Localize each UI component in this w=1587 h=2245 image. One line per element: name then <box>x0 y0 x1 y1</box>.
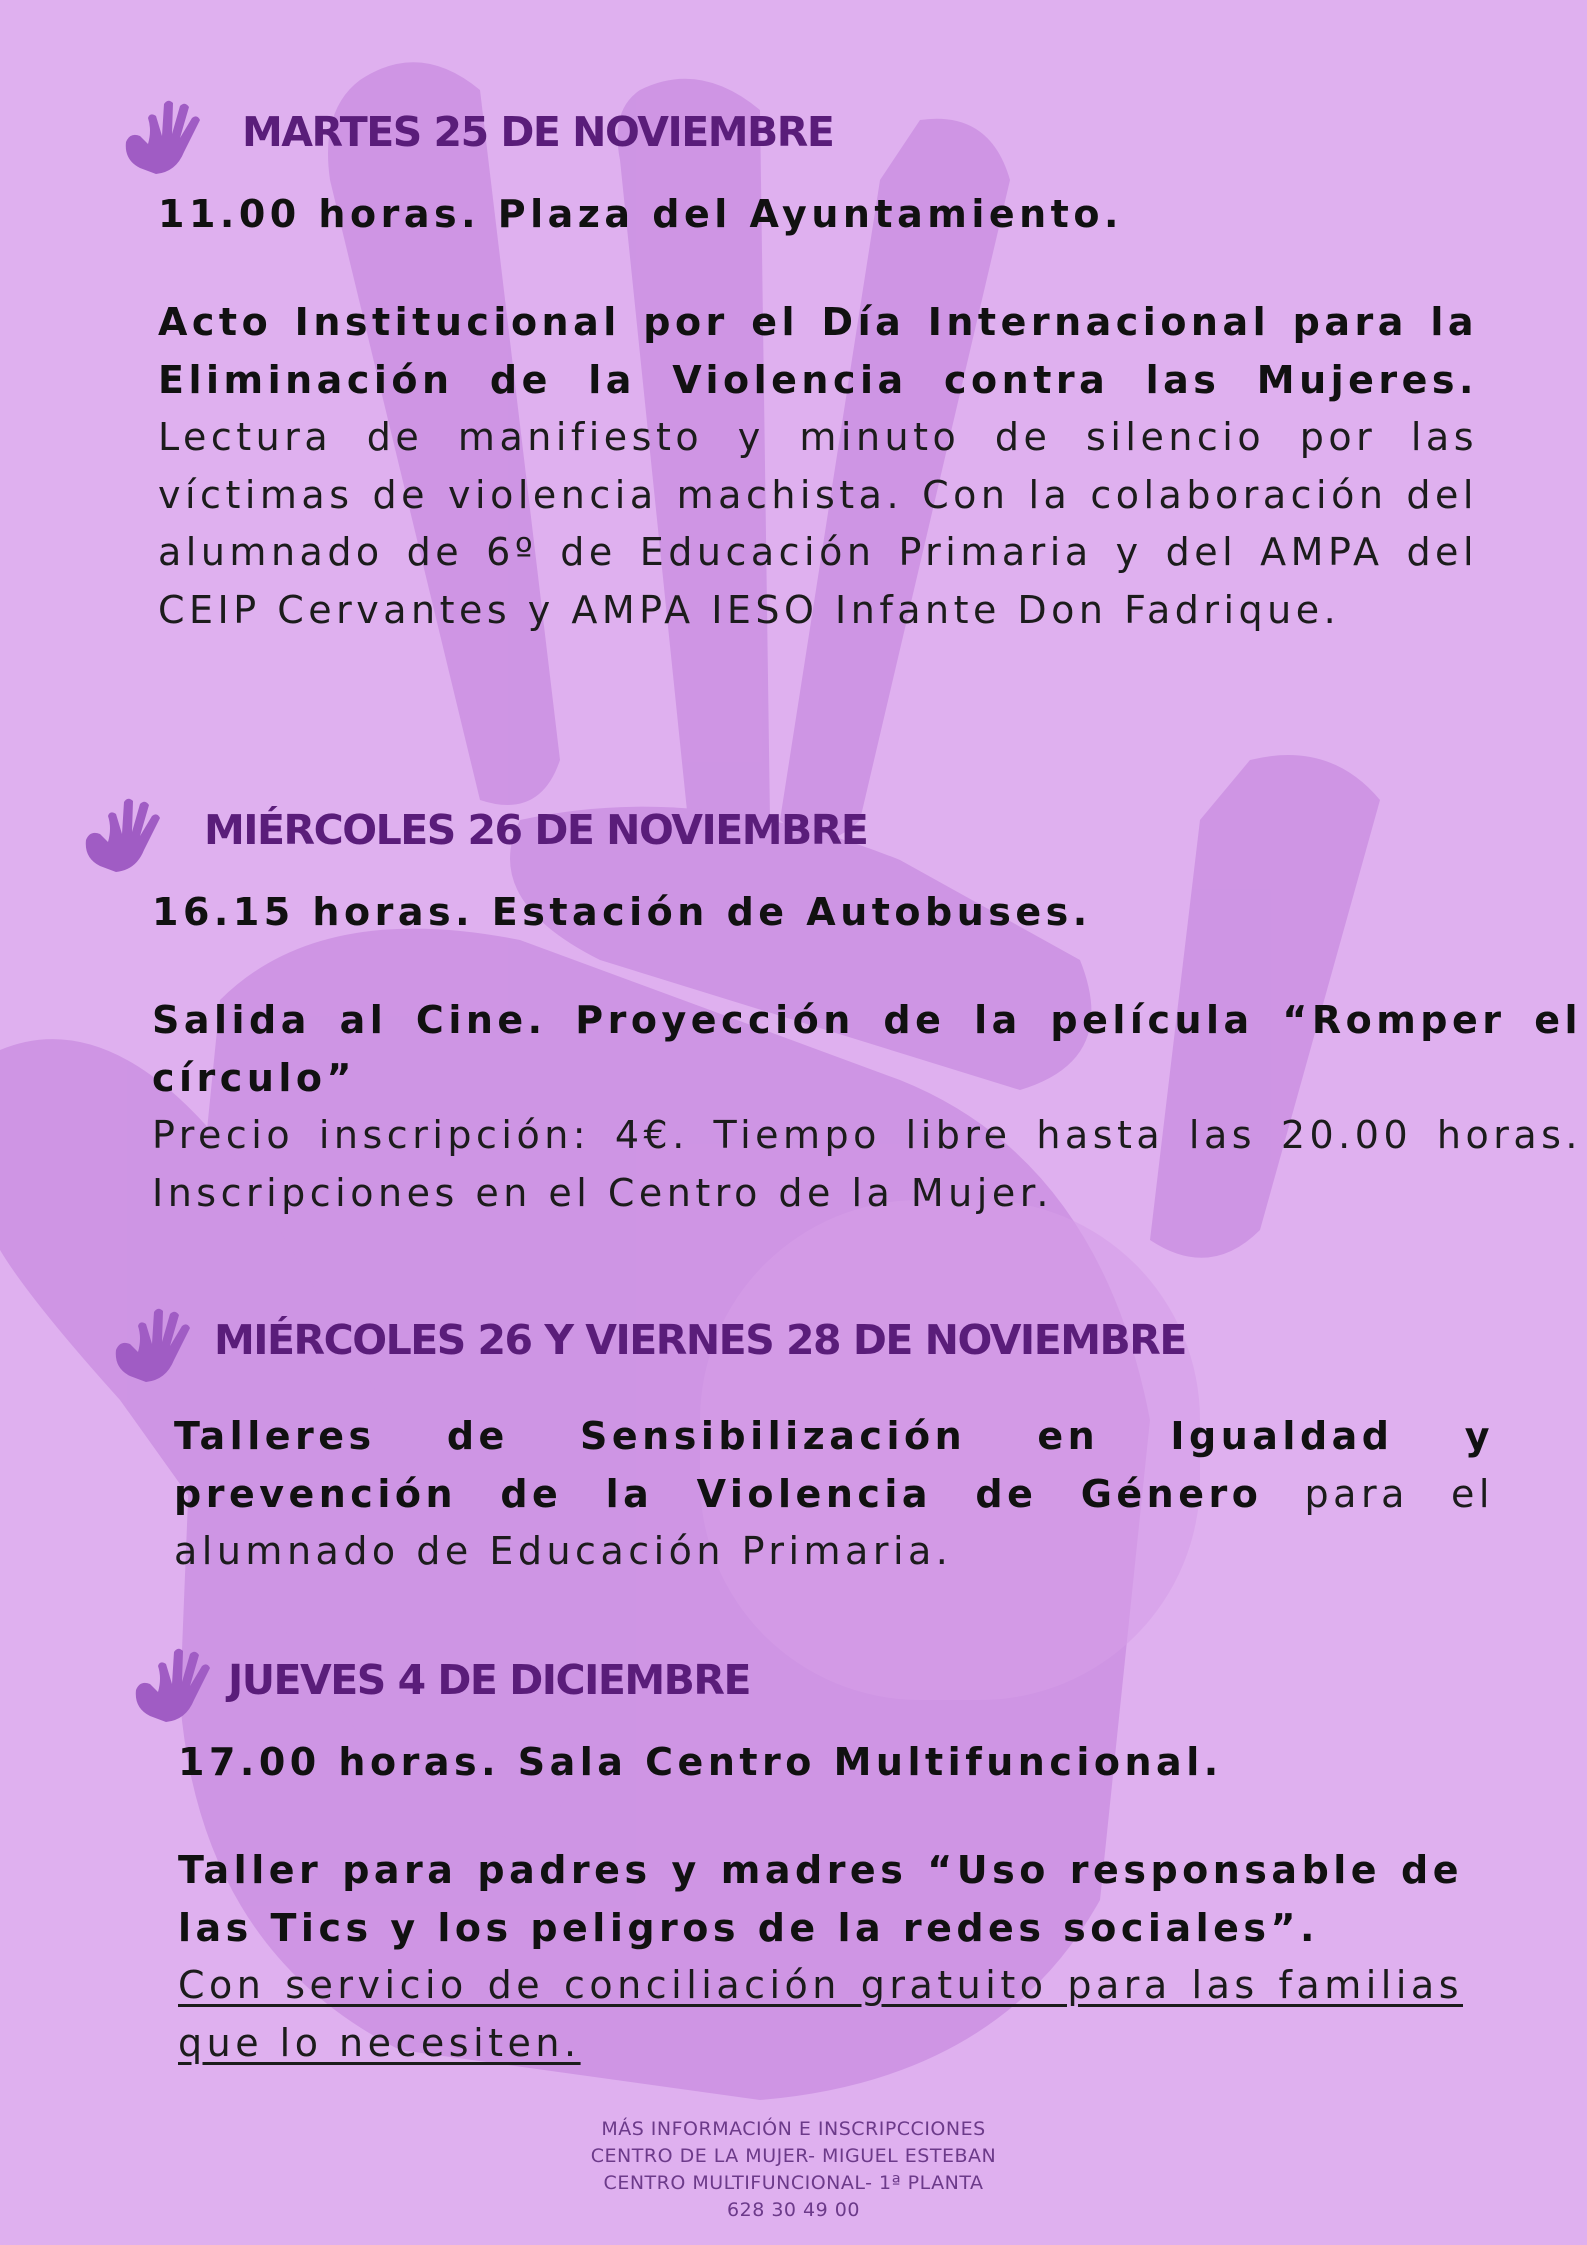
event-miercoles-viernes <box>108 1298 1498 1581</box>
hand-print-icon <box>78 788 166 872</box>
event-description: para el alumnado de Educación Primaria. <box>174 1471 1494 1573</box>
event-description: Precio inscripción: 4€. Tiempo libre hasta las 20.00 horas. Inscripciones en el Centro de la Mujer. <box>152 1113 1582 1215</box>
hand-print-icon <box>118 90 206 174</box>
event-title: Acto Institucional por el Día Internacional para la Eliminación de la Violencia contra las Mujeres. <box>158 300 1478 402</box>
event-martes-25 <box>118 90 1478 639</box>
event-time-place: 11.00 horas. Plaza del Ayuntamiento. <box>158 192 1123 236</box>
event-heading: MIÉRCOLES 26 DE NOVIEMBRE <box>204 806 868 854</box>
event-heading: JUEVES 4 DE DICIEMBRE <box>228 1656 750 1704</box>
event-description-block <box>152 992 1582 1222</box>
hand-print-icon <box>108 1298 196 1382</box>
event-time-place: 16.15 horas. Estación de Autobuses. <box>152 890 1092 934</box>
footer-line2: CENTRO DE LA MUJER- MIGUEL ESTEBAN <box>590 2145 997 2167</box>
event-heading: MARTES 25 DE NOVIEMBRE <box>242 108 834 156</box>
event-title: Talleres de Sensibilización en Igualdad y prevención de la Violencia de Género <box>174 1414 1494 1516</box>
event-title: Salida al Cine. Proyección de la película “Romper el círculo” <box>152 998 1582 1100</box>
footer-info <box>0 2116 1587 2224</box>
event-title: Taller para padres y madres “Uso responsable de las Tics y los peligros de la redes sociales”. <box>178 1848 1463 1950</box>
event-heading: MIÉRCOLES 26 Y VIERNES 28 DE NOVIEMBRE <box>214 1316 1186 1364</box>
event-description: Lectura de manifiesto y minuto de silencio por las víctimas de violencia machista. Con la colaboración del alumnado de 6º de Educación Primaria y del AMPA del CEIP Cervantes y AMPA IESO Infante Don Fadrique. <box>158 415 1478 632</box>
event-description: Con servicio de conciliación gratuito para las familias que lo necesiten. <box>178 1963 1463 2065</box>
event-jueves-4 <box>128 1638 1498 2072</box>
event-description-block <box>174 1408 1494 1581</box>
event-miercoles-26 <box>78 788 1582 1222</box>
footer-phone: 628 30 49 00 <box>727 2199 860 2221</box>
event-time-place: 17.00 horas. Sala Centro Multifuncional. <box>178 1740 1223 1784</box>
hand-print-icon <box>128 1638 216 1722</box>
footer-line3: CENTRO MULTIFUNCIONAL- 1ª PLANTA <box>603 2172 984 2194</box>
event-description-block <box>158 294 1478 639</box>
footer-line1: MÁS INFORMACIÓN E INSCRIPCCIONES <box>601 2118 986 2140</box>
event-description-block <box>178 1842 1463 2072</box>
